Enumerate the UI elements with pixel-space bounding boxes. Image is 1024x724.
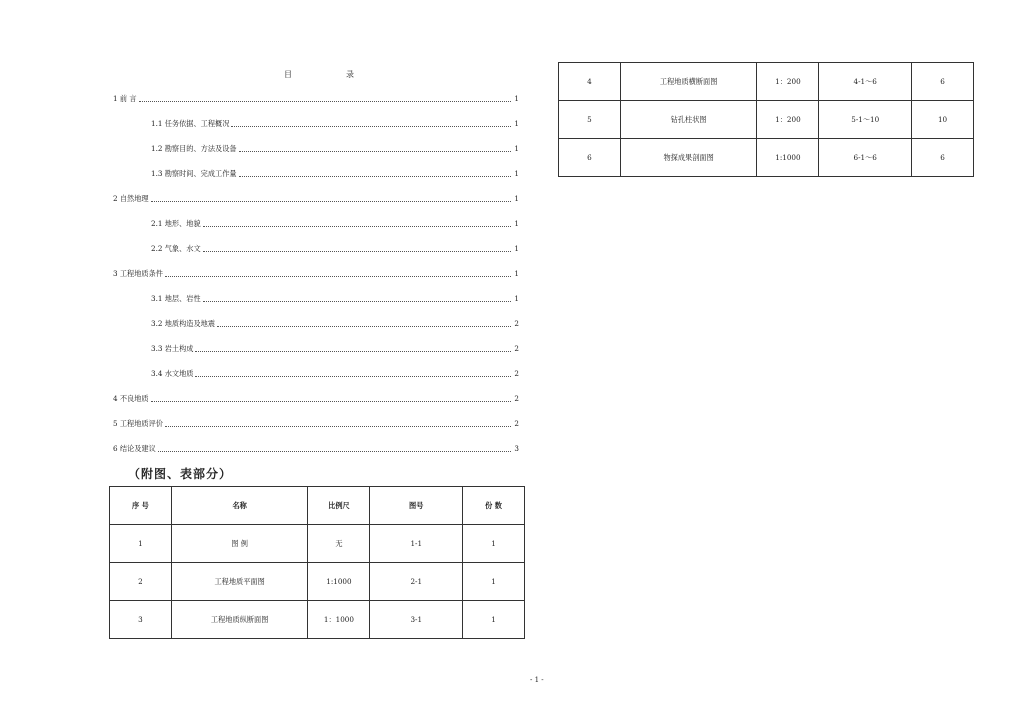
appendix-table-continued	[558, 62, 974, 177]
table-cell: 1:1000	[308, 563, 370, 601]
toc-entry-text: 4 不良地质	[113, 394, 149, 403]
table-cell: 4-1～6	[819, 63, 912, 101]
table-cell: 1	[463, 601, 525, 639]
table-cell: 1:1000	[757, 139, 819, 177]
toc-entry[interactable]	[113, 117, 519, 129]
toc-entry[interactable]	[113, 167, 519, 179]
table-cell: 6	[912, 139, 974, 177]
table-cell: 1：200	[757, 63, 819, 101]
toc-leader-dots	[151, 400, 511, 402]
toc-leader-dots	[165, 275, 511, 277]
appendix-table	[109, 486, 525, 639]
toc-entry[interactable]	[113, 267, 519, 279]
header-cell: 比例尺	[308, 487, 370, 525]
toc-entry-text: 3.2 地质构造及地震	[151, 319, 216, 328]
toc-entry-text: 5 工程地质评价	[113, 419, 163, 428]
toc-entry[interactable]	[113, 217, 519, 229]
table-cell: 物探成果剖面图	[620, 139, 757, 177]
toc-leader-dots	[165, 425, 511, 427]
toc-entry-page: 1	[514, 169, 519, 178]
table-cell: 工程地质纵断面图	[171, 601, 308, 639]
table-cell: 5	[559, 101, 621, 139]
toc-entry-page: 2	[514, 319, 519, 328]
table-cell: 图 例	[171, 525, 308, 563]
toc-entry-page: 1	[514, 219, 519, 228]
table-cell: 工程地质平面图	[171, 563, 308, 601]
toc-leader-dots	[195, 375, 511, 377]
toc-entry-page: 1	[514, 119, 519, 128]
table-row	[559, 139, 974, 177]
toc-title	[284, 69, 354, 80]
toc-entry[interactable]	[113, 92, 519, 104]
toc-entry-page: 1	[514, 194, 519, 203]
toc-entry-page: 1	[514, 294, 519, 303]
toc-entry-text: 3.1 地层、岩性	[151, 294, 201, 303]
table-header-row	[110, 487, 525, 525]
toc-entry[interactable]	[113, 292, 519, 304]
toc-entry[interactable]	[113, 242, 519, 254]
toc-entry-text: 1.2 勘察目的、方法及设备	[151, 144, 237, 153]
table-row	[110, 563, 525, 601]
appendix-title: （附图、表部分）	[128, 467, 233, 481]
toc-title-right: 录	[346, 70, 354, 79]
toc-entry-text: 2.1 地形、地貌	[151, 219, 201, 228]
toc-entry-page: 1	[514, 94, 519, 103]
toc-leader-dots	[158, 450, 511, 452]
toc-leader-dots	[239, 150, 511, 152]
toc-entry-text: 1.1 任务依据、工程概况	[151, 119, 230, 128]
table-cell: 10	[912, 101, 974, 139]
table-cell: 6-1～6	[819, 139, 912, 177]
toc-leader-dots	[203, 225, 511, 227]
toc-entry-text: 3.4 水文地质	[151, 369, 194, 378]
table-cell: 无	[308, 525, 370, 563]
toc-entry-page: 1	[514, 144, 519, 153]
toc-entry-text: 6 结论及建议	[113, 444, 156, 453]
toc-entry-page: 2	[514, 344, 519, 353]
toc-leader-dots	[195, 350, 511, 352]
table-row	[559, 63, 974, 101]
table-cell: 1	[463, 563, 525, 601]
toc-title-left: 目	[284, 70, 292, 79]
header-cell: 序 号	[110, 487, 172, 525]
toc-leader-dots	[151, 200, 511, 202]
page-number: - 1 -	[530, 676, 544, 684]
toc-entry[interactable]	[113, 417, 519, 429]
table-cell: 5-1～10	[819, 101, 912, 139]
toc-entry-page: 2	[514, 419, 519, 428]
toc-entry-page: 2	[514, 369, 519, 378]
toc-leader-dots	[203, 250, 511, 252]
table-cell: 钻孔柱状图	[620, 101, 757, 139]
toc-entry[interactable]	[113, 392, 519, 404]
toc-entry-text: 3 工程地质条件	[113, 269, 163, 278]
toc-leader-dots	[217, 325, 511, 327]
table-cell: 6	[559, 139, 621, 177]
toc-entry-text: 1.3 勘察时间、完成工作量	[151, 169, 237, 178]
toc-entry[interactable]	[113, 342, 519, 354]
toc-entry-text: 2 自然地理	[113, 194, 149, 203]
toc-entry[interactable]	[113, 442, 519, 454]
toc-entry-text: 2.2 气象、水文	[151, 244, 201, 253]
toc-entry-page: 1	[514, 244, 519, 253]
toc-entry[interactable]	[113, 142, 519, 154]
table-cell: 1	[463, 525, 525, 563]
table-row	[110, 525, 525, 563]
table-cell: 3-1	[370, 601, 463, 639]
table-cell: 1-1	[370, 525, 463, 563]
table-cell: 1	[110, 525, 172, 563]
header-cell: 名称	[171, 487, 308, 525]
toc-leader-dots	[139, 100, 511, 102]
toc-entry-page: 1	[514, 269, 519, 278]
toc-entry-page: 3	[514, 444, 519, 453]
header-cell: 份 数	[463, 487, 525, 525]
table-cell: 工程地质横断面图	[620, 63, 757, 101]
toc-leader-dots	[203, 300, 511, 302]
header-cell: 图号	[370, 487, 463, 525]
table-cell: 2-1	[370, 563, 463, 601]
toc-leader-dots	[231, 125, 511, 127]
toc-entry[interactable]	[113, 192, 519, 204]
toc-entry[interactable]	[113, 317, 519, 329]
table-cell: 2	[110, 563, 172, 601]
toc-entry-text: 1 前 言	[113, 94, 137, 103]
table-row	[559, 101, 974, 139]
table-cell: 4	[559, 63, 621, 101]
toc-entry-text: 3.3 岩土构成	[151, 344, 194, 353]
toc-entry[interactable]	[113, 367, 519, 379]
toc-entry-page: 2	[514, 394, 519, 403]
table-cell: 1：1000	[308, 601, 370, 639]
table-cell: 1：200	[757, 101, 819, 139]
table-cell: 3	[110, 601, 172, 639]
table-row	[110, 601, 525, 639]
toc-leader-dots	[239, 175, 511, 177]
table-cell: 6	[912, 63, 974, 101]
